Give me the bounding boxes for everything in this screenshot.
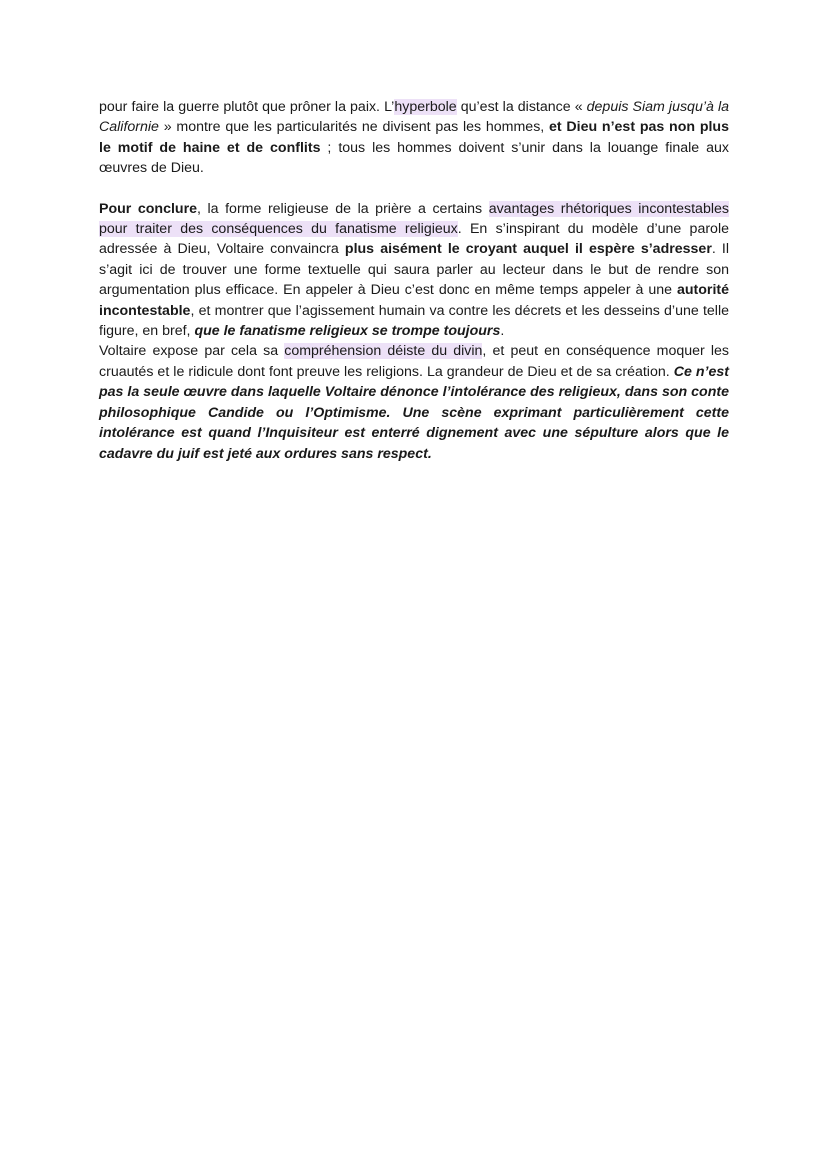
highlighted-term-hyperbole: hyperbole <box>394 99 457 115</box>
text-span: . Il s’agit ici de trouver une forme textuelle qui saura parler au lecteur dans le but de rendre son argumentation plus efficace. En appeler à Dieu c’est donc en même temps appeler à une <box>99 241 729 299</box>
highlighted-phrase-avantages: avantages rhétoriques incontestables pour traiter des conséquences du fanatisme religieux <box>99 200 729 238</box>
bold-statement: autorité incontestable <box>99 282 729 319</box>
bold-statement: plus aisément le croyant auquel il espère s’adresser <box>344 241 712 258</box>
text-span: ; tous les hommes doivent s’unir dans la louange finale aux œuvres de Dieu. <box>99 139 730 177</box>
paragraph-hyperbole <box>99 97 729 179</box>
paragraph-conclusion <box>99 199 729 342</box>
bold-heading-pour-conclure: Pour conclure <box>99 200 198 217</box>
text-span: . En s’inspirant du modèle d’une parole adressée à Dieu, Voltaire convaincra <box>99 221 729 258</box>
text-span: pour faire la guerre plutôt que prôner la paix. L’ <box>99 99 395 115</box>
text-span: . <box>500 323 505 340</box>
bold-statement: et Dieu n’est pas non plus le motif de haine et de conflits <box>99 119 729 156</box>
text-span: » montre que les particularités ne divisent pas les hommes, <box>158 119 550 136</box>
text-span: qu’est la distance « <box>456 99 587 115</box>
bold-italic-statement: que le fanatisme religieux se trompe toujours <box>194 323 501 340</box>
text-span: , et montrer que l’agissement humain va contre les décrets et les desseins d’une telle figure, en bref, <box>99 302 729 340</box>
document-page <box>99 97 729 464</box>
text-span: , la forme religieuse de la prière a certains <box>197 200 489 217</box>
paragraph-spacer <box>99 179 729 199</box>
paragraph-voltaire <box>99 341 729 463</box>
italic-quote: depuis Siam jusqu’à la Californie <box>99 99 729 136</box>
text-span: Voltaire expose par cela sa <box>99 343 285 360</box>
highlighted-phrase-deiste: compréhension déiste du divin <box>284 343 483 360</box>
bold-italic-statement: Ce n’est pas la seule œuvre dans laquelle Voltaire dénonce l’intolérance des religieux, dans son conte philosophique Candide ou l’Optimisme. Une scène exprimant particulièrement cette intolérance est quand l’Inquisiteur est enterré dignement avec une sépulture alors que le cadavre du juif est jeté aux ordures sans respect. <box>99 363 729 462</box>
text-span: , et peut en conséquence moquer les cruautés et le ridicule dont font preuve les religions. La grandeur de Dieu et de sa création. <box>99 343 729 380</box>
